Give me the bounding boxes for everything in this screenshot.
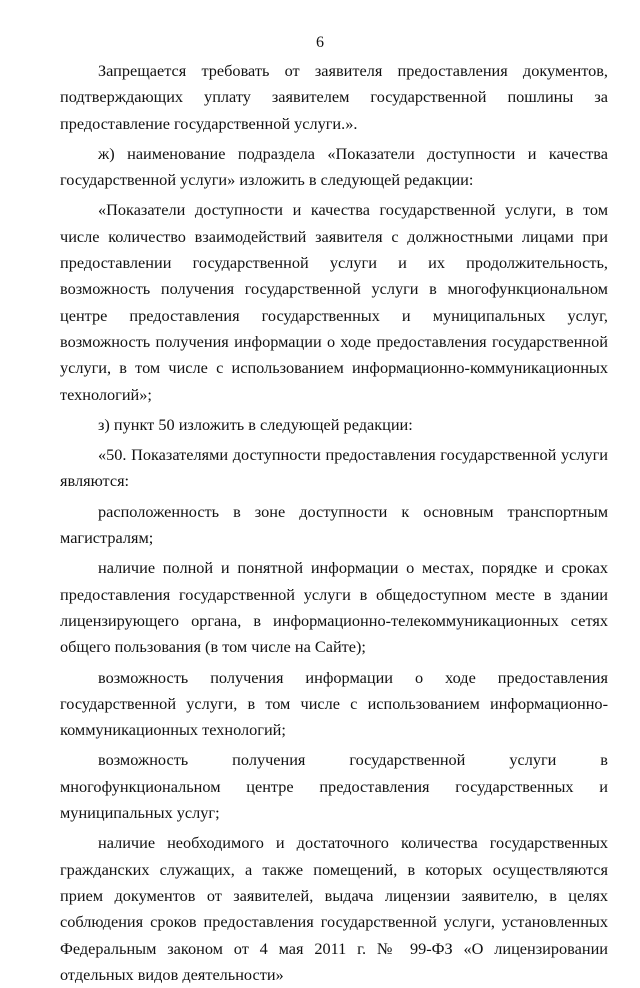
paragraph-mfc-service: возможность получения государственной услуги в многофункциональном центре предоставления государственных и муниципальных услуг; bbox=[60, 750, 608, 823]
paragraph-clause-50: «50. Показателями доступности предоставления государственной услуги являются: bbox=[60, 445, 608, 491]
paragraph-staff-and-premises: наличие необходимого и достаточного количества государственных гражданских служащих, а также помещений, в которых осуществляются прием документов от заявителей, выдача лицензии заявителю, в целях соблюдения сроков предоставления государственной услуги, установленных Федеральным законом от 4 мая 2011 г. № 99-ФЗ «О лицензировании отдельных видов деятельности» bbox=[60, 833, 608, 984]
paragraph-item-z: з) пункт 50 изложить в следующей редакции: bbox=[98, 414, 413, 434]
paragraph-accessibility-title: «Показатели доступности и качества государственной услуги, в том числе количество взаимодействий заявителя с должностными лицами при предоставлении государственной услуги и их продолжительность, возможность получения государственной услуги в многофункциональном центре предоставления государственных и муниципальных услуг, возможность получения информации о ходе предоставления государственной услуги, в том числе с использованием информационно-коммуникационных технологий»; bbox=[60, 200, 608, 404]
paragraph-fee-prohibition: Запрещается требовать от заявителя предоставления документов, подтверждающих уплату заявителем государственной пошлины за предоставление государственной услуги.». bbox=[60, 61, 608, 133]
paragraph-progress-information: возможность получения информации о ходе предоставления государственной услуги, в том числе с использованием информационно-коммуникационных технологий; bbox=[60, 667, 608, 740]
paragraph-information-availability: наличие полной и понятной информации о местах, порядке и сроках предоставления государственной услуги в общедоступном месте в здании лицензирующего органа, в информационно-телекоммуникационных сетях общего пользования (в том числе на Сайте); bbox=[60, 558, 608, 657]
paragraph-transport-location: расположенность в зоне доступности к основным транспортным магистралям; bbox=[60, 501, 608, 548]
document-body bbox=[60, 58, 608, 988]
paragraph-item-zh: ж) наименование подраздела «Показатели доступности и качества государственной услуги» изложить в следующей редакции: bbox=[60, 143, 608, 190]
page-number: 6 bbox=[316, 34, 324, 51]
